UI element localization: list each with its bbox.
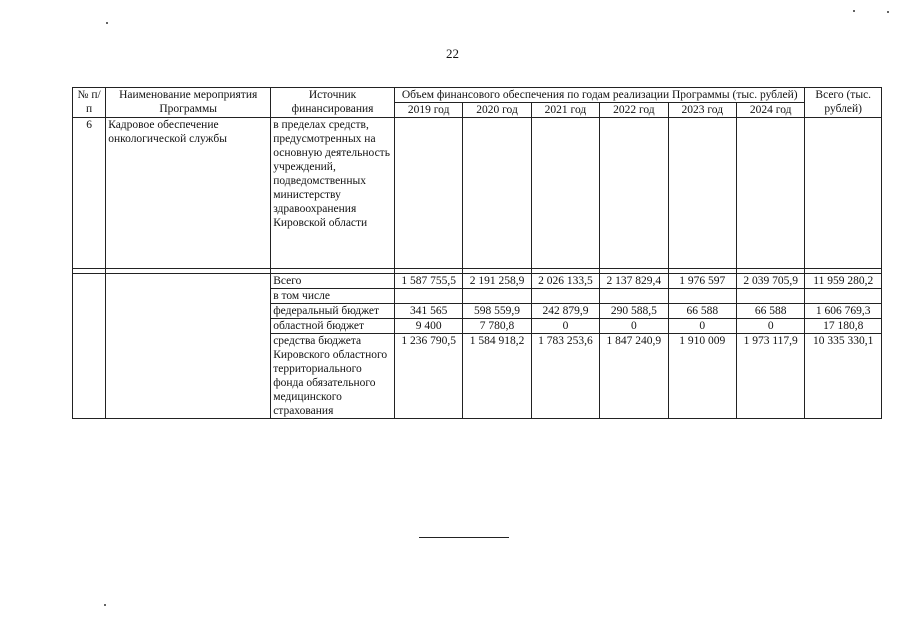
row-label: средства бюджета Кировского областного территориального фонда обязательного медицинского страхования bbox=[271, 334, 395, 419]
value-cell: 7 780,8 bbox=[463, 319, 531, 334]
value-cell: 1 584 918,2 bbox=[463, 334, 531, 419]
value-cell: 66 588 bbox=[668, 304, 736, 319]
header-no: № п/п bbox=[73, 88, 106, 118]
row-label: Всего bbox=[271, 274, 395, 289]
row-label: в том числе bbox=[271, 289, 395, 304]
value-cell: 2 026 133,5 bbox=[531, 274, 599, 289]
value-cell: 0 bbox=[531, 319, 599, 334]
total-cell: 11 959 280,2 bbox=[805, 274, 882, 289]
header-year: 2022 год bbox=[600, 103, 668, 118]
header-name: Наименование мероприятия Программы bbox=[106, 88, 271, 118]
header-total: Всего (тыс. рублей) bbox=[805, 88, 882, 118]
header-year: 2019 год bbox=[394, 103, 462, 118]
table-row bbox=[73, 274, 882, 289]
value-cell: 0 bbox=[668, 319, 736, 334]
scan-speck bbox=[106, 22, 108, 24]
value-cell: 290 588,5 bbox=[600, 304, 668, 319]
total-cell bbox=[805, 289, 882, 304]
footer-rule bbox=[419, 537, 509, 538]
value-cell: 2 137 829,4 bbox=[600, 274, 668, 289]
value-cell bbox=[463, 289, 531, 304]
scan-speck bbox=[887, 11, 889, 13]
value-cell bbox=[531, 289, 599, 304]
row-label: областной бюджет bbox=[271, 319, 395, 334]
value-cell bbox=[600, 289, 668, 304]
value-cell: 1 587 755,5 bbox=[394, 274, 462, 289]
row-number: 6 bbox=[73, 118, 106, 269]
value-cell: 2 039 705,9 bbox=[736, 274, 804, 289]
value-cell: 2 191 258,9 bbox=[463, 274, 531, 289]
measure-name: Кадровое обеспечение онкологической службы bbox=[106, 118, 271, 269]
row-label: федеральный бюджет bbox=[271, 304, 395, 319]
header-year: 2024 год bbox=[736, 103, 804, 118]
scan-speck bbox=[104, 604, 106, 606]
value-cell: 0 bbox=[736, 319, 804, 334]
value-cell: 9 400 bbox=[394, 319, 462, 334]
value-cell: 1 847 240,9 bbox=[600, 334, 668, 419]
header-row bbox=[73, 88, 882, 103]
value-cell: 242 879,9 bbox=[531, 304, 599, 319]
value-cell: 1 973 117,9 bbox=[736, 334, 804, 419]
header-year: 2021 год bbox=[531, 103, 599, 118]
value-cell bbox=[394, 289, 462, 304]
value-cell: 66 588 bbox=[736, 304, 804, 319]
financing-source: в пределах средств, предусмотренных на основную деятельность учреждений, подведомственных министерству здравоохранения Кировской области bbox=[271, 118, 395, 269]
value-cell: 1 910 009 bbox=[668, 334, 736, 419]
value-cell: 598 559,9 bbox=[463, 304, 531, 319]
header-volume: Объем финансового обеспечения по годам реализации Программы (тыс. рублей) bbox=[394, 88, 805, 103]
total-cell: 1 606 769,3 bbox=[805, 304, 882, 319]
value-cell: 1 236 790,5 bbox=[394, 334, 462, 419]
total-cell: 10 335 330,1 bbox=[805, 334, 882, 419]
value-cell: 1 783 253,6 bbox=[531, 334, 599, 419]
header-year: 2020 год bbox=[463, 103, 531, 118]
header-source: Источник финансирования bbox=[271, 88, 395, 118]
value-cell: 0 bbox=[600, 319, 668, 334]
scan-speck bbox=[853, 10, 855, 12]
header-year: 2023 год bbox=[668, 103, 736, 118]
total-cell: 17 180,8 bbox=[805, 319, 882, 334]
value-cell: 1 976 597 bbox=[668, 274, 736, 289]
page-number: 22 bbox=[446, 46, 459, 61]
value-cell bbox=[736, 289, 804, 304]
financing-table bbox=[72, 87, 882, 419]
value-cell bbox=[668, 289, 736, 304]
table-row bbox=[73, 118, 882, 269]
value-cell: 341 565 bbox=[394, 304, 462, 319]
